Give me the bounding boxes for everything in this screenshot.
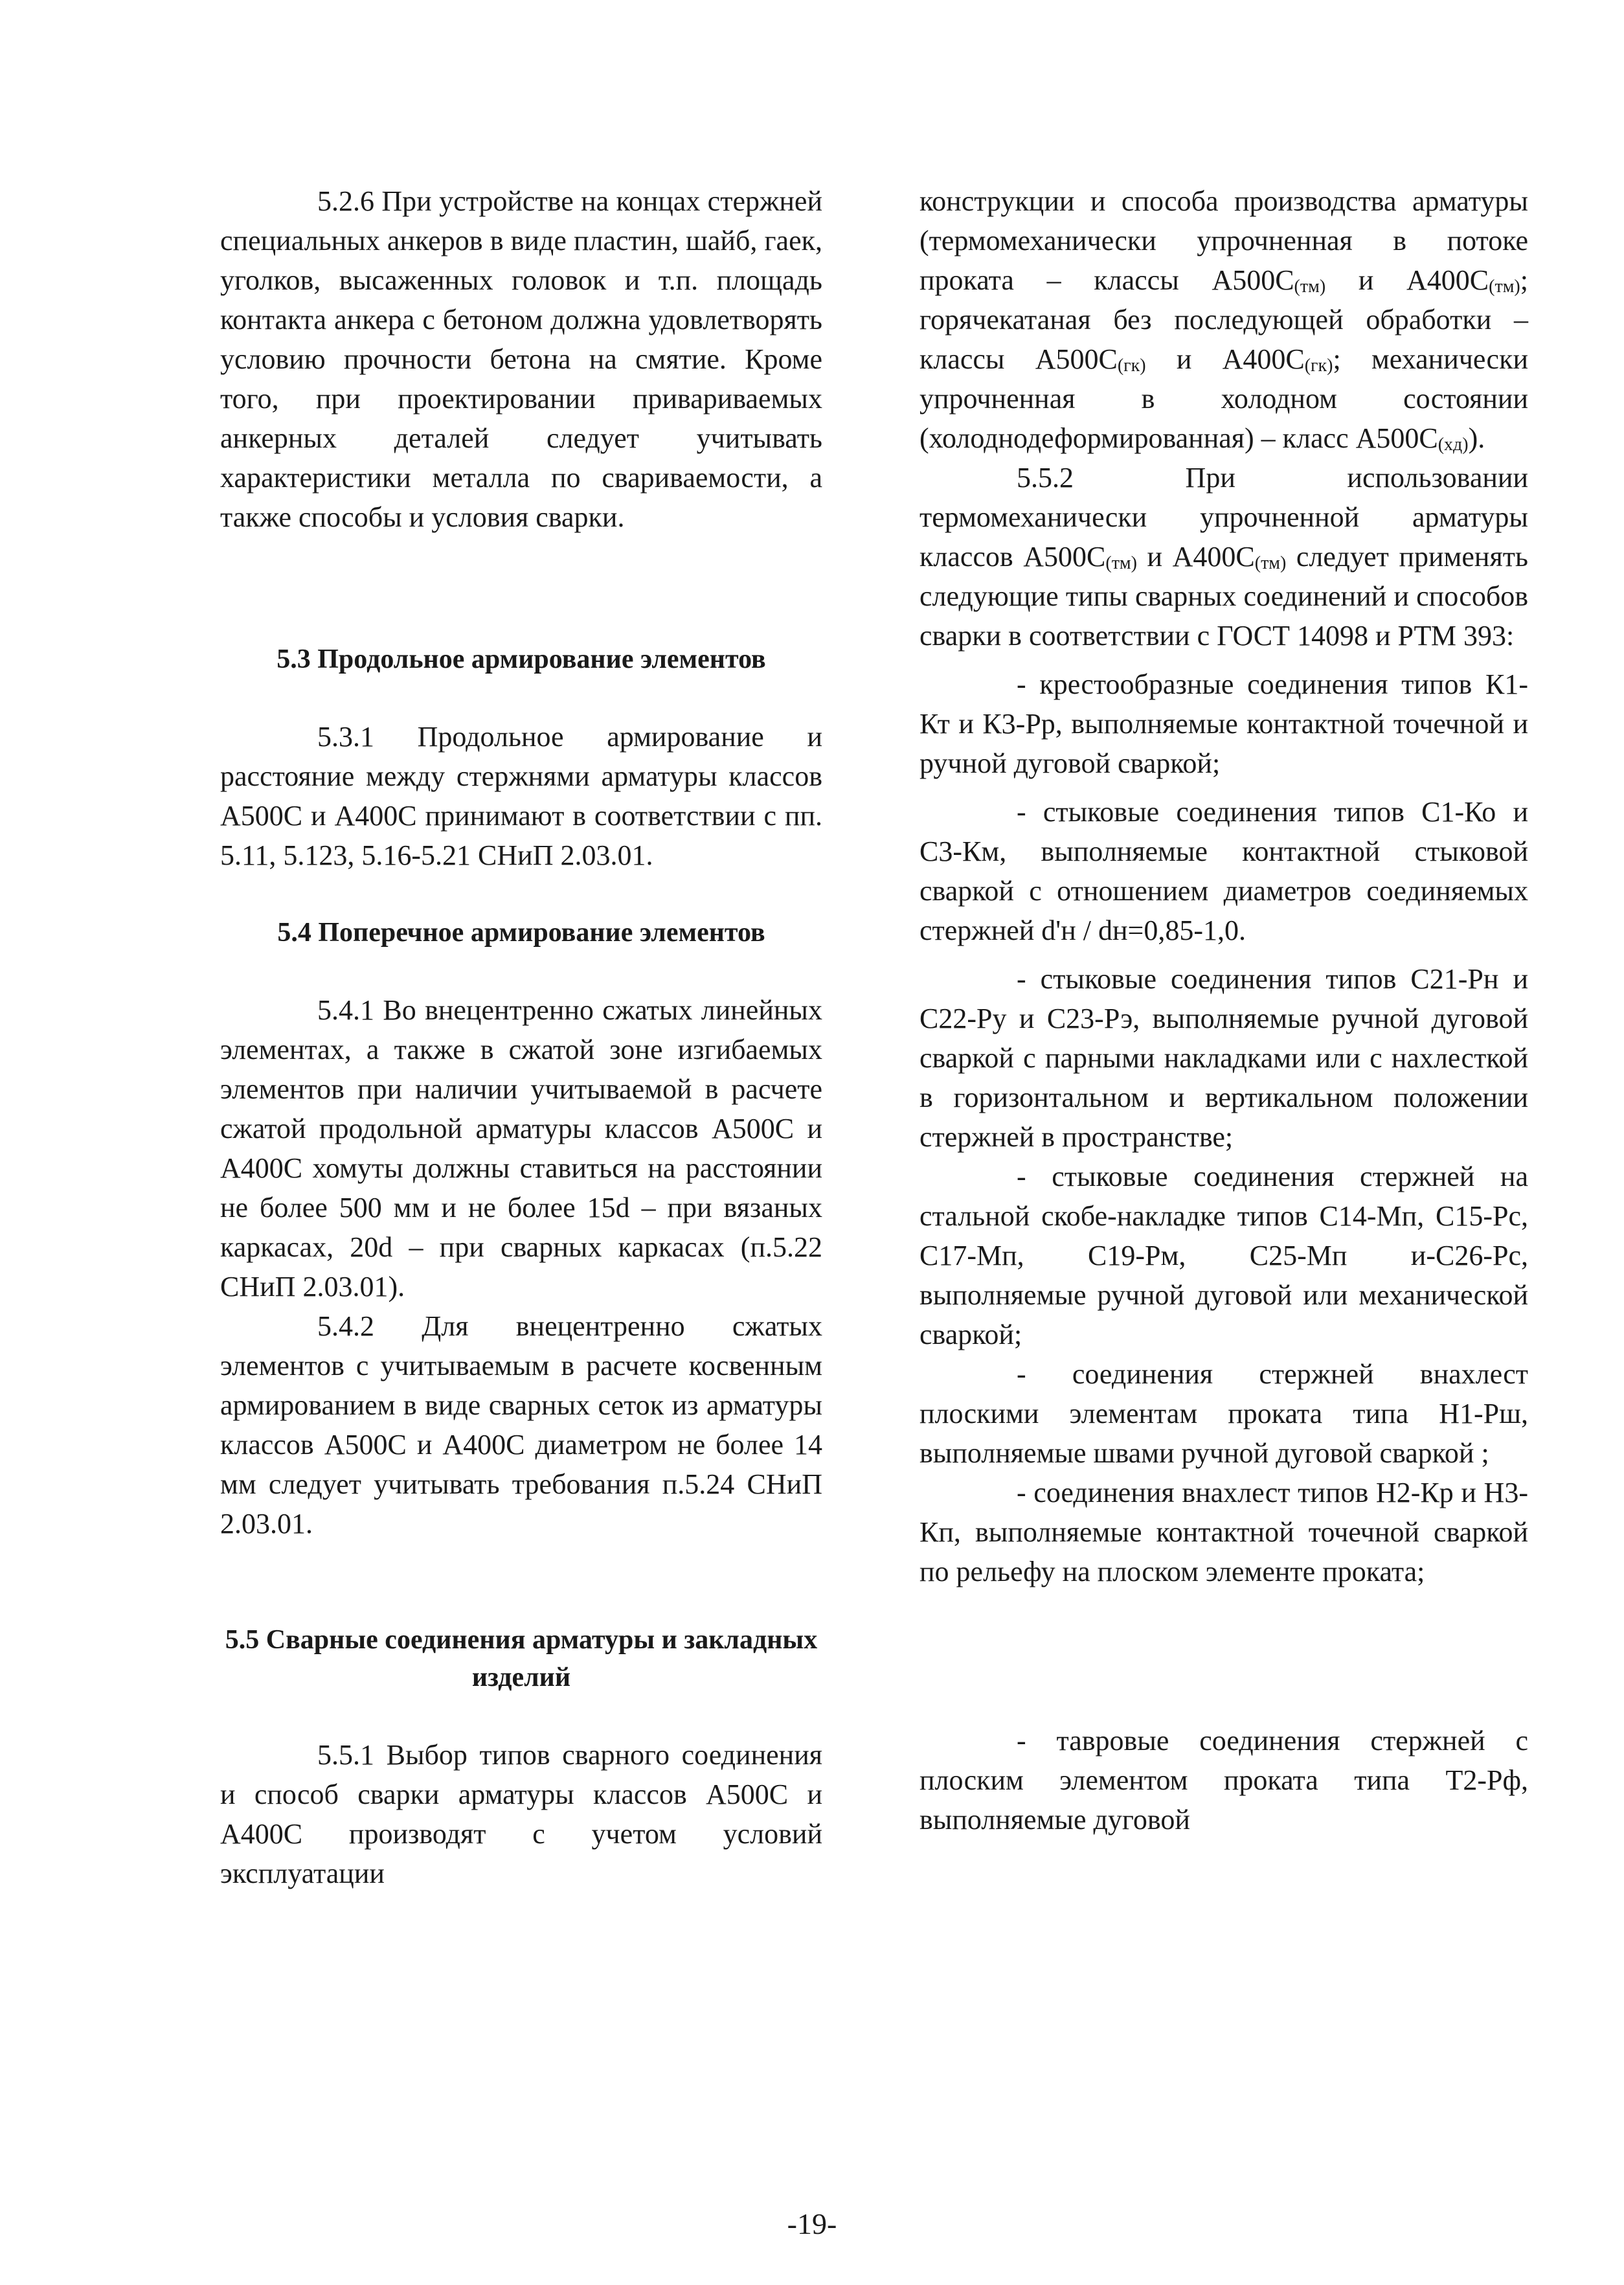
- subscript: (тм): [1105, 553, 1137, 573]
- list-item-butt-joints-bracket: - стыковые соединения стержней на стальной скобе-накладке типов С14-Мп, С15-Рс, С17-Мп, С19-Рм, С25-Мп и-С26-Рс, выполняемые ручной дуговой или механической сваркой;: [919, 1161, 1528, 1350]
- heading-5-3: 5.3 Продольное армирование элементов: [276, 644, 766, 674]
- list-item-cruciform-joints: - крестообразные соединения типов К1-Кт и К3-Рр, выполняемые контактной точечной и ручной дуговой сваркой;: [919, 668, 1528, 779]
- text-run: и А400С: [1325, 264, 1489, 296]
- paragraph-5-5-1-continued: [919, 181, 1528, 458]
- heading-5-5: 5.5 Сварные соединения арматуры и закладных изделий: [225, 1625, 818, 1692]
- text-run: следует применять следующие типы сварных соединений и способов сварки в соответствии с ГОСТ 14098 и РТМ 393:: [919, 541, 1528, 652]
- subscript: (хд): [1438, 435, 1469, 455]
- right-column: [919, 181, 1528, 1839]
- list-item-lap-joints-kr-kp: - соединения внахлест типов Н2-Кр и Н3-Кп, выполняемые контактной точечной сваркой по рельефу на плоском элементе проката;: [919, 1477, 1528, 1587]
- subscript: (гк): [1117, 356, 1146, 376]
- text-run: и А400С: [1136, 541, 1255, 573]
- list-item-lap-joints-rsh: - соединения стержней внахлест плоскими элементам проката типа Н1-Рш, выполняемые швами ручной дуговой сваркой ;: [919, 1358, 1528, 1469]
- left-column: [220, 181, 822, 1893]
- subscript: (тм): [1294, 277, 1326, 297]
- paragraph-5-5-1: 5.5.1 Выбор типов сварного соединения и способ сварки арматуры классов А500С и А400С производят с учетом условий эксплуатации: [220, 1739, 822, 1889]
- text-run: ; механически упрочненная в холодном состоянии (холоднодеформированная) – класс А500С: [919, 343, 1528, 454]
- paragraph-5-3-1: 5.3.1 Продольное армирование и расстояние между стержнями арматуры классов А500С и А400С принимают в соответствии с пп. 5.11, 5.123, 5.16-5.21 СНиП 2.03.01.: [220, 721, 822, 871]
- paragraph-5-5-2: [919, 458, 1528, 655]
- paragraph-5-4-2: 5.4.2 Для внецентренно сжатых элементов с учитываемым в расчете косвенным армированием в виде сварных сеток из арматуры классов А500С и А400С диаметром не более 14 мм следует учитывать требования п.5.24 СНиП 2.03.01.: [220, 1310, 822, 1540]
- subscript: (тм): [1254, 553, 1287, 573]
- list-item-butt-joints-manual: - стыковые соединения типов С21-Рн и С22-Ру и С23-Рэ, выполняемые ручной дуговой сваркой с парными накладками или с нахлесткой в горизонтальном и вертикальном положении стержней в пространстве;: [919, 963, 1528, 1153]
- list-item-butt-joints-contact: - стыковые соединения типов С1-Ко и С3-Км, выполняемые контактной стыковой сваркой с отношением диаметров соединяемых стержней d'н / dн=0,85-1,0.: [919, 796, 1528, 946]
- paragraph-5-4-1: 5.4.1 Во внецентренно сжатых линейных элементах, а также в сжатой зоне изгибаемых элементов при наличии учитываемой в расчете сжатой продольной арматуры классов А500С и А400С хомуты должны ставиться на расстоянии не более 500 мм и не более 15d – при вязаных каркасах, 20d – при сварных каркасах (п.5.22 СНиП 2.03.01).: [220, 994, 822, 1302]
- text-run: 5.5.2 При использовании термомеханически упрочненной арматуры классов А500С: [919, 462, 1528, 573]
- heading-5-4: 5.4 Поперечное армирование элементов: [277, 918, 765, 948]
- text-run: и А400С: [1145, 343, 1305, 375]
- text-run: ; горячекатаная без последующей обработки – классы А500С: [919, 264, 1528, 375]
- subscript: (гк): [1304, 356, 1333, 376]
- list-item-tee-joints: - тавровые соединения стержней с плоским элементом проката типа Т2-Рф, выполняемые дуговой: [919, 1725, 1528, 1836]
- page-number: -19-: [787, 2207, 837, 2240]
- paragraph-5-2-6: 5.2.6 При устройстве на концах стержней специальных анкеров в виде пластин, шайб, гаек, уголков, высаженных головок и т.п. площадь контакта анкера с бетоном должна удовлетворять условию прочности бетона на смятие. Кроме того, при проектировании привариваемых анкерных деталей следует учитывать характеристики металла по свариваемости, а также способы и условия сварки.: [220, 185, 822, 533]
- text-run: ).: [1468, 422, 1485, 454]
- subscript: (тм): [1489, 277, 1520, 297]
- text-run: конструкции и способа производства арматуры (термомеханически упрочненная в потоке проката – классы А500С: [919, 185, 1528, 296]
